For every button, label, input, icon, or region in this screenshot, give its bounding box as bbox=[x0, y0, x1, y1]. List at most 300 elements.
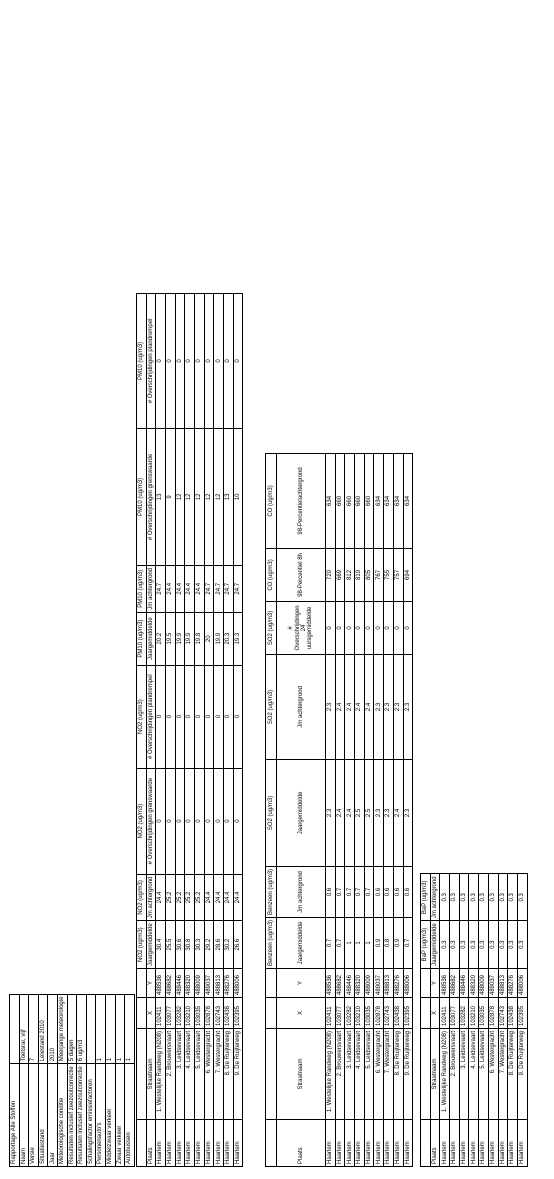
info-value: 2010 bbox=[48, 994, 58, 1064]
value-cell: 0.3 bbox=[508, 874, 518, 921]
y-cell: 488320 bbox=[469, 969, 479, 998]
group-header: CO (ug/m3) bbox=[266, 548, 277, 601]
info-key: Zwaar verkeer bbox=[115, 1064, 125, 1167]
table-row bbox=[355, 453, 365, 1166]
y-cell: 488682 bbox=[165, 969, 175, 998]
value-cell: 0 bbox=[194, 665, 204, 768]
info-row bbox=[19, 994, 29, 1166]
info-key: Naam bbox=[19, 1064, 29, 1167]
info-row bbox=[115, 994, 125, 1166]
value-cell: 30.3 bbox=[194, 921, 204, 969]
plaats-cell: Haarlem bbox=[393, 1120, 403, 1167]
value-cell: 0.3 bbox=[517, 874, 527, 921]
col-header: Jaargemiddelde bbox=[277, 917, 326, 968]
value-cell: 24.7 bbox=[204, 565, 214, 612]
straatnaam-cell: 4. Leidsevaart bbox=[185, 1029, 195, 1120]
value-cell: 2.3 bbox=[326, 759, 336, 866]
value-cell: 30.2 bbox=[224, 921, 234, 969]
table-row bbox=[156, 293, 166, 1166]
group-header: BaP (ug/m3) bbox=[421, 874, 431, 921]
info-value: 1 bbox=[96, 994, 106, 1064]
value-cell: 0.8 bbox=[384, 917, 394, 968]
info-row bbox=[125, 994, 135, 1166]
plaats-cell: Haarlem bbox=[459, 1120, 469, 1167]
col-header: Jm achtergrond bbox=[146, 874, 156, 921]
plaats-cell: Haarlem bbox=[156, 1120, 166, 1167]
value-cell: 30.6 bbox=[175, 921, 185, 969]
value-cell: 767 bbox=[374, 548, 384, 601]
y-cell: 489037 bbox=[204, 969, 214, 998]
value-cell: 25.5 bbox=[165, 921, 175, 969]
info-key: Jaar bbox=[48, 1064, 58, 1167]
info-row bbox=[48, 994, 58, 1166]
value-cell: 2.3 bbox=[384, 654, 394, 759]
info-value: Lelestand 2010 bbox=[38, 994, 48, 1064]
info-key: Situatiestand bbox=[38, 1064, 48, 1167]
value-cell: 20 bbox=[204, 612, 214, 665]
col-header-y: Y bbox=[430, 969, 440, 998]
col-header: Jm achtergrond bbox=[430, 874, 440, 921]
x-cell: 103035 bbox=[364, 998, 374, 1029]
info-value: 1 bbox=[105, 994, 115, 1064]
value-cell: 24.7 bbox=[156, 565, 166, 612]
value-cell: 0.7 bbox=[403, 917, 413, 968]
y-cell: 488276 bbox=[508, 969, 518, 998]
value-cell: 0 bbox=[175, 768, 185, 874]
y-cell: 488276 bbox=[224, 969, 234, 998]
y-cell: 488009 bbox=[194, 969, 204, 998]
info-row bbox=[77, 994, 87, 1166]
value-cell: 0 bbox=[204, 293, 214, 428]
value-cell: 0.7 bbox=[355, 866, 365, 917]
value-cell: 20.3 bbox=[224, 612, 234, 665]
group-header: NO2 (ug/m3) bbox=[137, 874, 147, 921]
plaats-cell: Haarlem bbox=[440, 1120, 450, 1167]
value-cell: 0.7 bbox=[345, 866, 355, 917]
table-row bbox=[393, 453, 403, 1166]
value-cell: 0 bbox=[156, 768, 166, 874]
table-row bbox=[440, 874, 450, 1167]
value-cell: 24.7 bbox=[233, 565, 243, 612]
value-cell: 2.4 bbox=[345, 654, 355, 759]
value-cell: 19.9 bbox=[185, 612, 195, 665]
report-info-table bbox=[9, 994, 135, 1167]
col-header: # Overschrijdingen grenswaarde bbox=[146, 428, 156, 565]
value-cell: 0 bbox=[233, 768, 243, 874]
plaats-cell: Haarlem bbox=[469, 1120, 479, 1167]
table-row bbox=[459, 874, 469, 1167]
value-cell: 0.3 bbox=[450, 921, 460, 969]
plaats-cell: Haarlem bbox=[508, 1120, 518, 1167]
table-row bbox=[326, 453, 336, 1166]
plaats-cell: Haarlem bbox=[403, 1120, 413, 1167]
table-row bbox=[175, 293, 185, 1166]
y-cell: 488813 bbox=[498, 969, 508, 998]
value-cell: 0 bbox=[233, 293, 243, 428]
column-header-row bbox=[277, 453, 326, 1166]
x-cell: 103077 bbox=[165, 998, 175, 1029]
group-header: Benzeen (ug/m3) bbox=[266, 866, 277, 917]
value-cell: 1 bbox=[355, 917, 365, 968]
value-cell: 669 bbox=[335, 548, 345, 601]
value-cell: 0.6 bbox=[374, 866, 384, 917]
plaats-cell: Haarlem bbox=[224, 1120, 234, 1167]
straatnaam-cell: 5. Leidsevaart bbox=[194, 1029, 204, 1120]
value-cell: 0.3 bbox=[440, 874, 450, 921]
value-cell: 2.4 bbox=[355, 654, 365, 759]
value-cell: 0 bbox=[214, 768, 224, 874]
info-row bbox=[105, 994, 115, 1166]
value-cell: 0 bbox=[175, 293, 185, 428]
plaats-cell: Haarlem bbox=[517, 1120, 527, 1167]
y-cell: 488446 bbox=[459, 969, 469, 998]
value-cell: 19.9 bbox=[214, 612, 224, 665]
value-cell: 0 bbox=[156, 293, 166, 428]
table-row bbox=[214, 293, 224, 1166]
info-row bbox=[86, 994, 96, 1166]
value-cell: 24.4 bbox=[204, 874, 214, 921]
x-cell: 103282 bbox=[345, 998, 355, 1029]
value-cell: 634 bbox=[403, 453, 413, 548]
value-cell: 24.7 bbox=[214, 565, 224, 612]
x-cell: 102878 bbox=[204, 998, 214, 1029]
group-header: PM10 (ug/m3) bbox=[137, 293, 147, 428]
info-key: Schalingsfactor emissiefactoren bbox=[86, 1064, 96, 1167]
col-header: Jaargemiddelde bbox=[146, 612, 156, 665]
value-cell: 755 bbox=[384, 548, 394, 601]
value-cell: 24.7 bbox=[224, 565, 234, 612]
value-cell: 2.4 bbox=[335, 654, 345, 759]
y-cell: 488320 bbox=[355, 969, 365, 998]
x-cell: 103210 bbox=[469, 998, 479, 1029]
value-cell: 634 bbox=[384, 453, 394, 548]
value-cell: 24.4 bbox=[224, 874, 234, 921]
straatnaam-cell: 1. Westelijke Randweg (N208) bbox=[156, 1029, 166, 1120]
col-header: Jm achtergrond bbox=[146, 565, 156, 612]
value-cell: 0.3 bbox=[469, 921, 479, 969]
col-header-plaats: Plaats bbox=[146, 1120, 156, 1167]
value-cell: 29.2 bbox=[204, 921, 214, 969]
value-cell: 0 bbox=[374, 601, 384, 654]
y-cell: 488536 bbox=[156, 969, 166, 998]
value-cell: 2.3 bbox=[403, 654, 413, 759]
value-cell: 1 bbox=[345, 917, 355, 968]
value-cell: 634 bbox=[393, 453, 403, 548]
group-header-row bbox=[266, 453, 277, 1166]
y-cell: 488682 bbox=[450, 969, 460, 998]
value-cell: 25.2 bbox=[175, 874, 185, 921]
table-row bbox=[364, 453, 374, 1166]
group-header: CO (ug/m3) bbox=[266, 453, 277, 548]
group-header: BaP (ug/m3) bbox=[421, 921, 431, 969]
plaats-cell: Haarlem bbox=[364, 1120, 374, 1167]
value-cell: 0 bbox=[185, 665, 195, 768]
col-header: # Overschrijdingen grenswaarde bbox=[146, 768, 156, 874]
straatnaam-cell: 4. Leidsevaart bbox=[355, 1029, 365, 1120]
info-value: Meerjarige meteorologie bbox=[57, 994, 67, 1064]
value-cell: 0 bbox=[224, 665, 234, 768]
value-cell: 30.4 bbox=[156, 921, 166, 969]
straatnaam-cell: 6. Westergracht bbox=[488, 1029, 498, 1120]
value-cell: 2.4 bbox=[393, 759, 403, 866]
straatnaam-cell: 7. Westergracht bbox=[384, 1029, 394, 1120]
y-cell: 488009 bbox=[364, 969, 374, 998]
info-row bbox=[29, 994, 39, 1166]
info-key: Autobussen bbox=[125, 1064, 135, 1167]
value-cell: 25.2 bbox=[194, 874, 204, 921]
value-cell: 0 bbox=[326, 601, 336, 654]
table-row bbox=[185, 293, 195, 1166]
value-cell: 0 bbox=[403, 601, 413, 654]
x-cell: 103282 bbox=[175, 998, 185, 1029]
straatnaam-cell: 2. Brouwersvaart bbox=[165, 1029, 175, 1120]
value-cell: 0 bbox=[194, 293, 204, 428]
y-cell: 488682 bbox=[335, 969, 345, 998]
col-header: # Overschrijdingen 24 uursgemiddelde bbox=[277, 601, 326, 654]
straatnaam-cell: 8. De Ruijterweg bbox=[508, 1029, 518, 1120]
y-cell: 488276 bbox=[393, 969, 403, 998]
plaats-cell: Haarlem bbox=[214, 1120, 224, 1167]
info-value: Toetsrar, vijf bbox=[19, 994, 29, 1064]
y-cell: 488009 bbox=[479, 969, 489, 998]
group-header-row bbox=[137, 293, 147, 1166]
table-row bbox=[517, 874, 527, 1167]
value-cell: 25.2 bbox=[185, 874, 195, 921]
straatnaam-cell: 6. Westergracht bbox=[204, 1029, 214, 1120]
info-key: Resultaten inclusief zeezoutcorrectie bbox=[67, 1064, 77, 1167]
x-cell: 103077 bbox=[335, 998, 345, 1029]
value-cell: 0.7 bbox=[364, 866, 374, 917]
plaats-cell: Haarlem bbox=[185, 1120, 195, 1167]
value-cell: 660 bbox=[355, 453, 365, 548]
value-cell: 0 bbox=[165, 665, 175, 768]
value-cell: 24.4 bbox=[156, 874, 166, 921]
col-header-plaats: Plaats bbox=[430, 1120, 440, 1167]
y-cell: 488006 bbox=[403, 969, 413, 998]
y-cell: 488446 bbox=[175, 969, 185, 998]
value-cell: 24.4 bbox=[194, 565, 204, 612]
group-header: SO2 (ug/m3) bbox=[266, 759, 277, 866]
col-header-plaats: Plaats bbox=[277, 1120, 326, 1167]
bap-table bbox=[420, 873, 528, 1167]
value-cell: 0 bbox=[364, 601, 374, 654]
x-cell: 102411 bbox=[326, 998, 336, 1029]
info-value: 5 dagen bbox=[67, 994, 77, 1064]
value-cell: 24.4 bbox=[214, 874, 224, 921]
value-cell: 12 bbox=[175, 428, 185, 565]
straatnaam-cell: 9. De Ruijterweg bbox=[403, 1029, 413, 1120]
value-cell: 0.9 bbox=[393, 917, 403, 968]
plaats-cell: Haarlem bbox=[498, 1120, 508, 1167]
value-cell: 9 bbox=[165, 428, 175, 565]
info-row bbox=[67, 994, 77, 1166]
col-header: Jaargemiddelde bbox=[277, 759, 326, 866]
info-key: Resultaten inclusief zeezoutcorrectie bbox=[77, 1064, 87, 1167]
value-cell: 0 bbox=[165, 293, 175, 428]
y-cell: 489037 bbox=[488, 969, 498, 998]
value-cell: 2.3 bbox=[374, 759, 384, 866]
straatnaam-cell: 1. Westelijke Randweg (N208) bbox=[440, 1029, 450, 1120]
value-cell: 28.6 bbox=[214, 921, 224, 969]
group-header: SO2 (ug/m3) bbox=[266, 654, 277, 759]
value-cell: 20.2 bbox=[156, 612, 166, 665]
col-header: 98-Percentiel 8h bbox=[277, 548, 326, 601]
info-row bbox=[38, 994, 48, 1166]
x-cell: 102395 bbox=[233, 998, 243, 1029]
straatnaam-cell: 9. De Ruijterweg bbox=[233, 1029, 243, 1120]
value-cell: 12 bbox=[204, 428, 214, 565]
plaats-cell: Haarlem bbox=[345, 1120, 355, 1167]
value-cell: 24.4 bbox=[165, 565, 175, 612]
plaats-cell: Haarlem bbox=[384, 1120, 394, 1167]
col-header: Jaargemiddelde bbox=[430, 921, 440, 969]
value-cell: 0 bbox=[224, 293, 234, 428]
table-row bbox=[345, 453, 355, 1166]
value-cell: 1 bbox=[364, 917, 374, 968]
no2-pm10-table bbox=[136, 293, 243, 1167]
value-cell: 757 bbox=[393, 548, 403, 601]
value-cell: 0.3 bbox=[450, 874, 460, 921]
info-key: Middelzwaar verkeer bbox=[105, 1064, 115, 1167]
value-cell: 19.8 bbox=[194, 612, 204, 665]
value-cell: 0.6 bbox=[393, 866, 403, 917]
value-cell: 0.3 bbox=[469, 874, 479, 921]
value-cell: 2.4 bbox=[364, 654, 374, 759]
table-row bbox=[403, 453, 413, 1166]
x-cell: 102743 bbox=[498, 998, 508, 1029]
value-cell: 0.3 bbox=[498, 874, 508, 921]
value-cell: 24.4 bbox=[175, 565, 185, 612]
value-cell: 0.7 bbox=[335, 917, 345, 968]
table-row bbox=[508, 874, 518, 1167]
column-header-row bbox=[430, 874, 440, 1167]
group-header: PM10 (ug/m3) bbox=[137, 428, 147, 565]
info-value: 1 bbox=[125, 994, 135, 1064]
value-cell: 19.5 bbox=[165, 612, 175, 665]
plaats-cell: Haarlem bbox=[335, 1120, 345, 1167]
info-row bbox=[96, 994, 106, 1166]
value-cell: 660 bbox=[345, 453, 355, 548]
col-header: 98-Percentielachtergrond bbox=[277, 453, 326, 548]
value-cell: 0 bbox=[393, 601, 403, 654]
column-header-row bbox=[146, 293, 156, 1166]
col-header-x: X bbox=[146, 998, 156, 1029]
info-key: Meteorologische conditie bbox=[57, 1064, 67, 1167]
value-cell: 24.4 bbox=[185, 565, 195, 612]
plaats-cell: Haarlem bbox=[355, 1120, 365, 1167]
value-cell: 0 bbox=[345, 601, 355, 654]
benzeen-so2-co-table bbox=[265, 453, 413, 1167]
value-cell: 0.6 bbox=[326, 866, 336, 917]
value-cell: 0.3 bbox=[517, 921, 527, 969]
straatnaam-cell: 3. Leidsevaart bbox=[345, 1029, 355, 1120]
straatnaam-cell: 2. Brouwersvaart bbox=[335, 1029, 345, 1120]
y-cell: 489037 bbox=[374, 969, 384, 998]
value-cell: 0.3 bbox=[508, 921, 518, 969]
value-cell: 819 bbox=[355, 548, 365, 601]
x-cell: 102438 bbox=[393, 998, 403, 1029]
value-cell: 0.7 bbox=[326, 917, 336, 968]
value-cell: 0.6 bbox=[403, 866, 413, 917]
value-cell: 0 bbox=[224, 768, 234, 874]
table-row bbox=[469, 874, 479, 1167]
y-cell: 488813 bbox=[214, 969, 224, 998]
col-header-y: Y bbox=[277, 969, 326, 998]
value-cell: 0 bbox=[185, 768, 195, 874]
table-row bbox=[384, 453, 394, 1166]
straatnaam-cell: 5. Leidsevaart bbox=[364, 1029, 374, 1120]
col-header-straatnaam: Straatnaam bbox=[146, 1029, 156, 1120]
straatnaam-cell: 8. De Ruijterweg bbox=[393, 1029, 403, 1120]
info-value: 7 bbox=[29, 994, 39, 1064]
table-row bbox=[498, 874, 508, 1167]
x-cell: 103035 bbox=[194, 998, 204, 1029]
table-row bbox=[450, 874, 460, 1167]
x-cell: 102395 bbox=[517, 998, 527, 1029]
col-header-straatnaam: Straatnaam bbox=[277, 1029, 326, 1120]
group-header: PM10 (ug/m3) bbox=[137, 612, 147, 665]
col-header-x: X bbox=[277, 998, 326, 1029]
value-cell: 634 bbox=[374, 453, 384, 548]
plaats-cell: Haarlem bbox=[233, 1120, 243, 1167]
value-cell: 19.3 bbox=[233, 612, 243, 665]
y-cell: 488320 bbox=[185, 969, 195, 998]
value-cell: 2.4 bbox=[335, 759, 345, 866]
group-header: PM10 (ug/m3) bbox=[137, 565, 147, 612]
value-cell: 0.6 bbox=[384, 866, 394, 917]
table-row bbox=[165, 293, 175, 1166]
value-cell: 720 bbox=[326, 548, 336, 601]
value-cell: 0.3 bbox=[440, 921, 450, 969]
x-cell: 102878 bbox=[488, 998, 498, 1029]
plaats-cell: Haarlem bbox=[479, 1120, 489, 1167]
x-cell: 103282 bbox=[459, 998, 469, 1029]
straatnaam-cell: 4. Leidsevaart bbox=[469, 1029, 479, 1120]
x-cell: 103035 bbox=[479, 998, 489, 1029]
value-cell: 0 bbox=[233, 665, 243, 768]
value-cell: 0 bbox=[165, 768, 175, 874]
table-row bbox=[224, 293, 234, 1166]
value-cell: 0.9 bbox=[374, 917, 384, 968]
straatnaam-cell: 6. Westergracht bbox=[374, 1029, 384, 1120]
value-cell: 0.3 bbox=[479, 921, 489, 969]
value-cell: 0.3 bbox=[488, 921, 498, 969]
x-cell: 102438 bbox=[508, 998, 518, 1029]
value-cell: 634 bbox=[326, 453, 336, 548]
value-cell: 660 bbox=[364, 453, 374, 548]
straatnaam-cell: 3. Leidsevaart bbox=[459, 1029, 469, 1120]
value-cell: 0.7 bbox=[335, 866, 345, 917]
info-value: 1 bbox=[115, 994, 125, 1064]
plaats-cell: Haarlem bbox=[326, 1120, 336, 1167]
info-value bbox=[10, 994, 20, 1064]
value-cell: 2.5 bbox=[364, 759, 374, 866]
col-header-x: X bbox=[430, 998, 440, 1029]
value-cell: 0.3 bbox=[488, 874, 498, 921]
col-header-y: Y bbox=[146, 969, 156, 998]
info-key: Rapportage Alle Stoffen bbox=[10, 1064, 20, 1167]
group-header: Benzeen (ug/m3) bbox=[266, 917, 277, 968]
group-header: SO2 (ug/m3) bbox=[266, 601, 277, 654]
value-cell: 0 bbox=[204, 768, 214, 874]
value-cell: 12 bbox=[185, 428, 195, 565]
value-cell: 24.4 bbox=[233, 874, 243, 921]
value-cell: 0.3 bbox=[498, 921, 508, 969]
value-cell: 30.8 bbox=[185, 921, 195, 969]
value-cell: 0 bbox=[156, 665, 166, 768]
plaats-cell: Haarlem bbox=[488, 1120, 498, 1167]
x-cell: 102878 bbox=[374, 998, 384, 1029]
